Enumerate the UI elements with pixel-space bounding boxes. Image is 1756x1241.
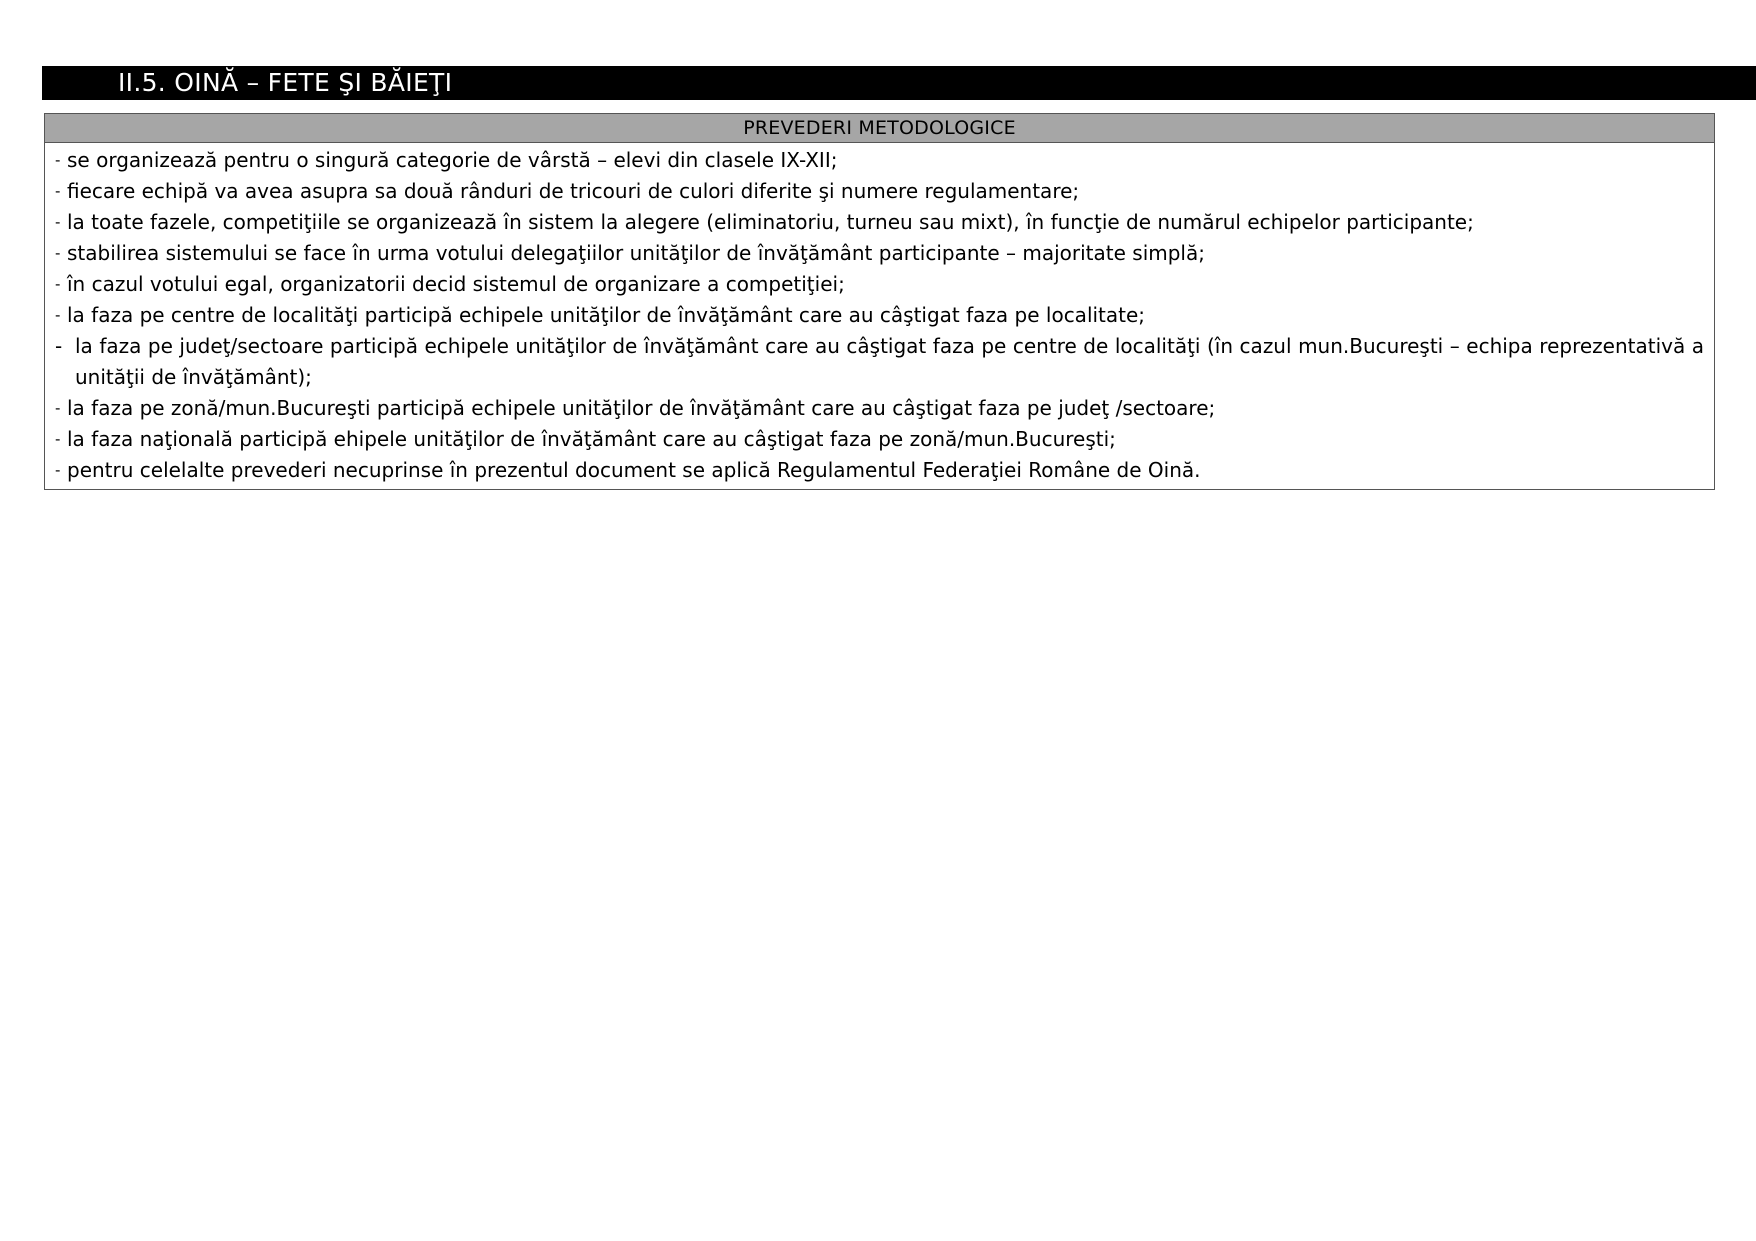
list-item-text: la faza pe centre de localităţi participă echipele unităţilor de învăţământ care au câştigat faza pe localitate; (67, 303, 1146, 327)
list-item (55, 393, 1704, 424)
section-header-bar (42, 66, 1756, 100)
box-header: PREVEDERI METODOLOGICE (45, 114, 1714, 143)
list-item-text: la faza pe judeţ/sectoare participă echipele unităţilor de învăţământ care au câştigat faza pe centre de localităţi (în cazul mun.Bucureşti – echipa reprezentativă a unităţii de învăţământ); (75, 334, 1704, 389)
bullet-dash: - (55, 461, 61, 479)
list-item (55, 176, 1704, 207)
section-title: II.5. OINĂ – FETE ŞI BĂIEŢI (118, 68, 453, 97)
bullet-dash: - (55, 182, 61, 200)
list-item-text: stabilirea sistemului se face în urma votului delegaţiilor unităţilor de învăţământ participante – majoritate simplă; (67, 241, 1205, 265)
list-item (55, 331, 1704, 393)
bullet-dash: - (55, 334, 63, 358)
bullet-dash: - (55, 244, 61, 262)
list-item-text: la faza pe zonă/mun.Bucureşti participă echipele unităţilor de învăţământ care au câştigat faza pe judeţ /sectoare; (67, 396, 1216, 420)
list-item-text: la toate fazele, competiţiile se organizează în sistem la alegere (eliminatoriu, turneu sau mixt), în funcţie de numărul echipelor participante; (67, 210, 1474, 234)
list-item-text: fiecare echipă va avea asupra sa două rânduri de tricouri de culori diferite şi numere regulamentare; (67, 179, 1080, 203)
list-item-text: pentru celelalte prevederi necuprinse în prezentul document se aplică Regulamentul Federaţiei Române de Oină. (67, 458, 1201, 482)
bullet-dash: - (55, 275, 61, 293)
bullet-dash: - (55, 430, 61, 448)
provisions-list (45, 143, 1714, 489)
list-item (55, 145, 1704, 176)
list-item (55, 238, 1704, 269)
list-item (55, 424, 1704, 455)
list-item (55, 455, 1704, 486)
list-item-text: se organizează pentru o singură categorie de vârstă – elevi din clasele IX-XII; (67, 148, 838, 172)
list-item-text: la faza naţională participă ehipele unităţilor de învăţământ care au câştigat faza pe zonă/mun.Bucureşti; (67, 427, 1116, 451)
bullet-dash: - (55, 399, 61, 417)
list-item-text: în cazul votului egal, organizatorii decid sistemul de organizare a competiţiei; (67, 272, 845, 296)
list-item (55, 269, 1704, 300)
list-item (55, 207, 1704, 238)
methodology-box (44, 113, 1715, 490)
bullet-dash: - (55, 213, 61, 231)
list-item (55, 300, 1704, 331)
bullet-dash: - (55, 151, 61, 169)
bullet-dash: - (55, 306, 61, 324)
